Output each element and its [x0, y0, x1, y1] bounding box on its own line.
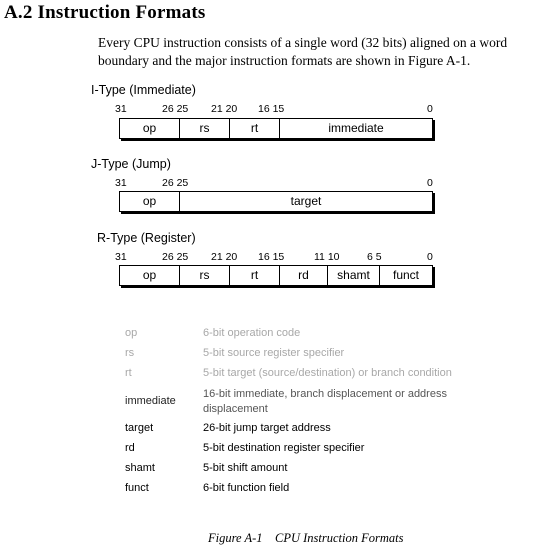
legend-term-immediate: immediate	[125, 395, 176, 407]
itype-field-op: op	[120, 119, 180, 138]
rtype-bit-26-25: 26 25	[162, 251, 189, 263]
rtype-field-funct: funct	[392, 268, 419, 282]
rtype-bit-31: 31	[115, 251, 127, 263]
jtype-bit-0: 0	[427, 177, 433, 189]
rtype-field-shamt: shamt	[328, 266, 380, 285]
legend-term-op: op	[125, 327, 138, 339]
rtype-field-op: op	[120, 266, 180, 285]
legend-desc-rd: 5-bit destination register specifier	[203, 442, 365, 454]
intro-paragraph: Every CPU instruction consists of a single word (32 bits) aligned on a word boundary and the major instruction formats are shown in Figure A-1.	[98, 35, 508, 68]
legend-desc-shamt: 5-bit shift amount	[203, 462, 288, 474]
itype-bit-21-20: 21 20	[211, 103, 238, 115]
itype-title: I-Type (Immediate)	[91, 83, 196, 97]
legend-term-target: target	[125, 422, 154, 434]
rtype-bit-0: 0	[427, 251, 433, 263]
figure-caption: Figure A-1 CPU Instruction Formats	[208, 531, 404, 545]
jtype-title: J-Type (Jump)	[91, 157, 171, 171]
jtype-bit-31: 31	[115, 177, 127, 189]
itype-format-box	[119, 118, 433, 139]
legend-desc-immediate: 16-bit immediate, branch displacement or address displacement	[203, 388, 447, 415]
itype-bit-16-15: 16 15	[258, 103, 285, 115]
legend-desc-funct: 6-bit function field	[203, 482, 290, 494]
rtype-field-rs: rs	[180, 266, 230, 285]
rtype-bit-6-5: 6 5	[367, 251, 382, 263]
legend-desc-target: 26-bit jump target address	[203, 422, 331, 434]
legend-desc-rs: 5-bit source register specifier	[203, 347, 345, 359]
itype-field-rs: rs	[180, 119, 230, 138]
rtype-title: R-Type (Register)	[97, 231, 196, 245]
jtype-bit-26-25: 26 25	[162, 177, 189, 189]
rtype-bit-21-20: 21 20	[211, 251, 238, 263]
rtype-field-rd: rd	[280, 266, 328, 285]
legend-term-rt: rt	[125, 367, 132, 379]
jtype-field-op: op	[120, 192, 180, 211]
rtype-bit-16-15: 16 15	[258, 251, 285, 263]
legend-term-rs: rs	[125, 347, 135, 359]
itype-bit-31: 31	[115, 103, 127, 115]
legend-term-funct: funct	[125, 482, 149, 494]
rtype-format-box	[119, 265, 433, 286]
rtype-field-rt: rt	[230, 266, 280, 285]
legend-term-rd: rd	[125, 442, 135, 454]
itype-field-rt: rt	[230, 119, 280, 138]
legend-desc-op: 6-bit operation code	[203, 327, 301, 339]
rtype-bit-11-10: 11 10	[314, 251, 340, 263]
section-heading: A.2 Instruction Formats	[4, 2, 206, 23]
legend-desc-rt: 5-bit target (source/destination) or branch condition	[203, 367, 452, 379]
legend-term-shamt: shamt	[125, 462, 155, 474]
itype-bit-26-25: 26 25	[162, 103, 189, 115]
itype-field-immediate: immediate	[328, 121, 384, 135]
jtype-format-box	[119, 191, 433, 212]
itype-bit-0: 0	[427, 103, 433, 115]
jtype-field-target: target	[290, 194, 322, 208]
